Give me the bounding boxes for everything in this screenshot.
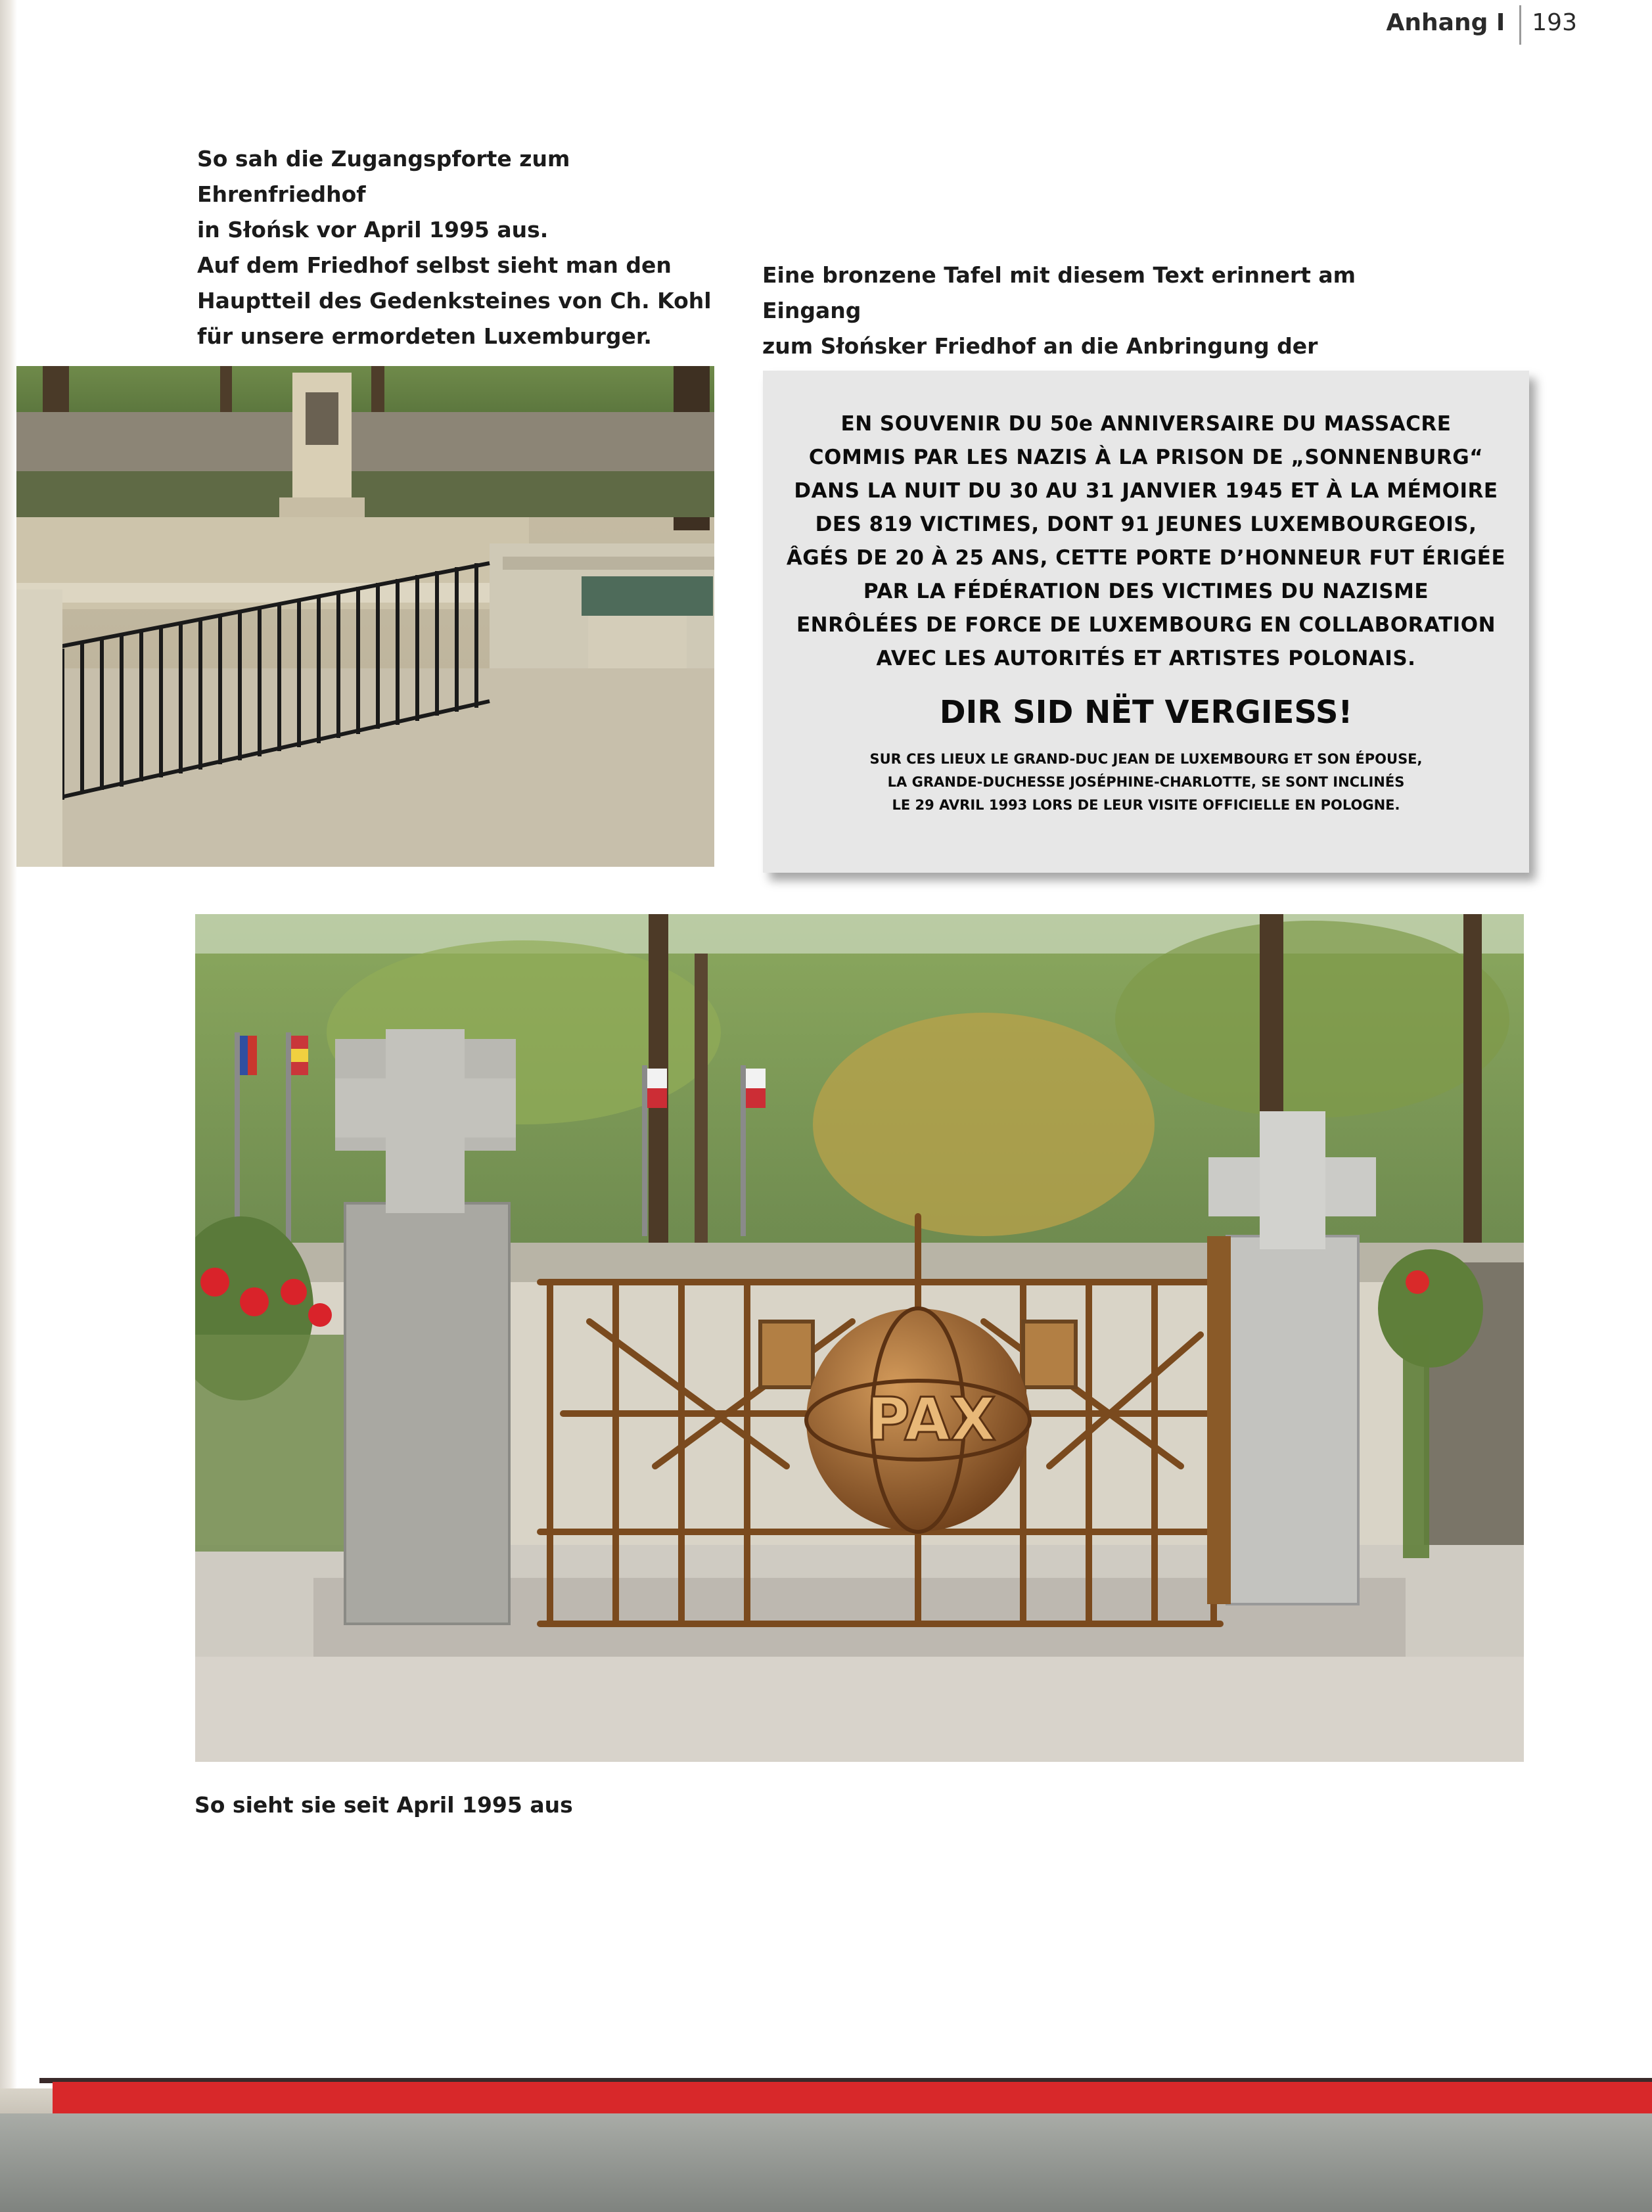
caption-line: Auf dem Friedhof selbst sieht man den xyxy=(197,252,672,278)
plaque-line: PAR LA FÉDÉRATION DES VICTIMES DU NAZISME xyxy=(863,580,1429,603)
caption-line: So sah die Zugangspforte zum Ehrenfriedhof xyxy=(197,146,570,207)
header-divider xyxy=(1519,5,1521,45)
plaque-line: AVEC LES AUTORITÉS ET ARTISTES POLONAIS. xyxy=(876,647,1416,670)
running-header xyxy=(1387,5,1577,45)
plaque-line: ENRÔLÉES DE FORCE DE LUXEMBOURG EN COLLABORATION xyxy=(796,613,1496,637)
background-surface xyxy=(0,2113,1652,2212)
caption-line: Hauptteil des Gedenksteines von Ch. Kohl xyxy=(197,288,712,313)
plaque-line: DES 819 VICTIMES, DONT 91 JEUNES LUXEMBOURGEOIS, xyxy=(815,513,1477,536)
plaque-note-line: LA GRANDE-DUCHESSE JOSÉPHINE-CHARLOTTE, SE SONT INCLINÉS xyxy=(887,774,1405,790)
memorial-plaque xyxy=(763,371,1529,873)
caption-old-gate xyxy=(197,141,723,354)
plaque-motto: DIR SID NËT VERGIESS! xyxy=(939,694,1353,731)
plaque-line: COMMIS PAR LES NAZIS À LA PRISON DE „SONNENBURG“ xyxy=(808,446,1484,469)
plaque-note xyxy=(763,748,1529,817)
plaque-line: DANS LA NUIT DU 30 AU 31 JANVIER 1945 ET À LA MÉMOIRE xyxy=(794,479,1498,503)
plaque-note-line: SUR CES LIEUX LE GRAND-DUC JEAN DE LUXEMBOURG ET SON ÉPOUSE, xyxy=(869,751,1423,767)
caption-line: für unsere ermordeten Luxemburger. xyxy=(197,323,652,349)
plaque-inscription xyxy=(763,407,1529,676)
chapter-label: Anhang I xyxy=(1386,9,1505,36)
photo-old-gate xyxy=(16,366,714,867)
plaque-line: ÂGÉS DE 20 À 25 ANS, CETTE PORTE D’HONNEUR FUT ÉRIGÉE xyxy=(786,546,1506,570)
caption-line: in Słońsk vor April 1995 aus. xyxy=(197,217,549,242)
book-cover-edge xyxy=(53,2082,1652,2113)
caption-line: zum Słońsker Friedhof an die Anbringung der xyxy=(762,333,1318,359)
photo-new-gate xyxy=(195,914,1524,1762)
plaque-note-line: LE 29 AVRIL 1993 LORS DE LEUR VISITE OFFICIELLE EN POLOGNE. xyxy=(892,797,1400,813)
plaque-line: EN SOUVENIR DU 50e ANNIVERSAIRE DU MASSACRE xyxy=(840,412,1452,436)
caption-new-gate: So sieht sie seit April 1995 aus xyxy=(195,1792,573,1818)
page-edge xyxy=(0,0,17,2090)
gate-emblem-text: PAX xyxy=(866,1385,996,1454)
page-number: 193 xyxy=(1532,9,1577,36)
caption-line: Eine bronzene Tafel mit diesem Text erinnert am Eingang xyxy=(762,262,1356,323)
